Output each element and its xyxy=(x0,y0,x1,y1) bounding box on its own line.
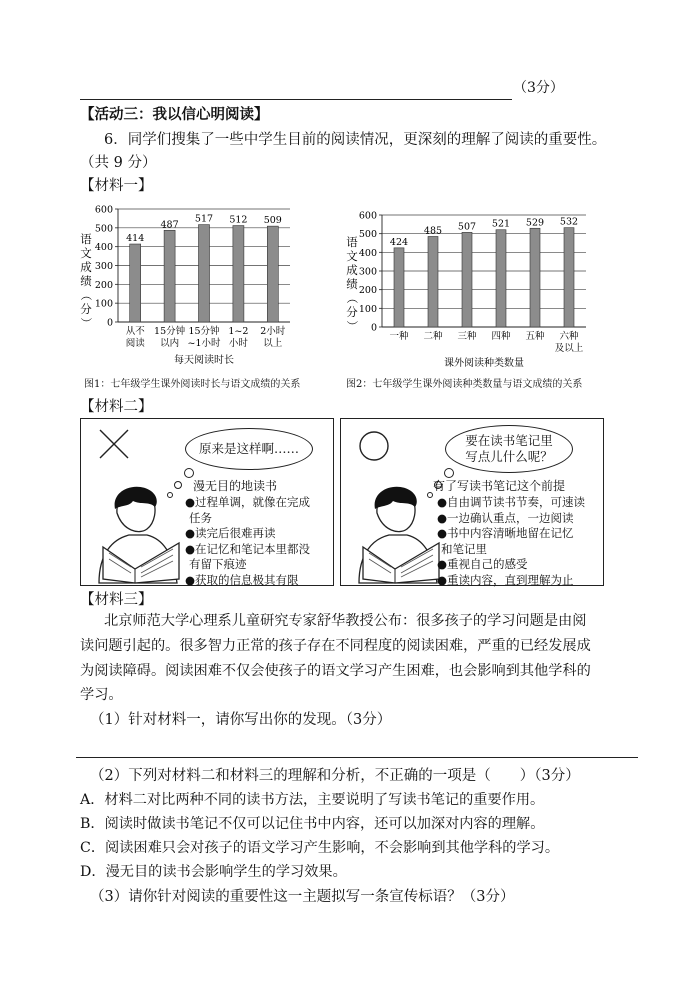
chart1-caption: 图1：七年级学生课外阅读时长与语文成绩的关系 xyxy=(84,379,301,390)
x-tick-label: 五种 xyxy=(525,331,545,342)
data-label: 424 xyxy=(389,236,409,248)
y-axis-label-char: 文 xyxy=(80,246,92,260)
bar xyxy=(496,230,506,327)
left-bullet: 有留下痕迹 xyxy=(189,557,247,571)
top-score: （3分） xyxy=(513,80,564,96)
x-tick-label: 阅读 xyxy=(125,338,145,349)
option-b[interactable]: B．阅读时做读书笔记不仅可以记住书中内容，还可以加深对内容的理解。 xyxy=(80,816,545,832)
y-axis-label-char: ） xyxy=(345,320,359,332)
left-bullet: ●过程单调，就像在完成 xyxy=(185,495,311,509)
x-tick-label: 15分钟 xyxy=(154,326,186,337)
y-axis-label-char: 绩 xyxy=(346,277,358,291)
x-tick-label: 六种 xyxy=(559,331,579,342)
data-label: 414 xyxy=(126,233,145,245)
material3-line2: 读问题引起的。很多智力正常的孩子存在不同程度的阅读困难，严重的已经发展成 xyxy=(80,638,591,654)
left-bullet: 任务 xyxy=(189,510,212,525)
reading-student-illustration-left xyxy=(85,483,187,585)
data-label: 529 xyxy=(525,217,545,229)
material3-label: 【材料三】 xyxy=(80,592,153,608)
answer-line-top xyxy=(80,99,512,100)
x-tick-label: 从不 xyxy=(125,326,145,337)
data-label: 487 xyxy=(160,219,179,231)
y-axis-label-char: 成 xyxy=(80,260,92,274)
question-line2: （共 9 分） xyxy=(80,155,157,171)
x-tick-label: 以内 xyxy=(160,338,180,349)
answer-line-1[interactable] xyxy=(76,757,638,758)
right-bullets xyxy=(437,495,585,588)
data-label: 521 xyxy=(491,218,511,230)
bar xyxy=(428,236,438,327)
circle-mark-icon xyxy=(357,429,391,463)
x-tick-label: 小时 xyxy=(228,338,248,349)
reading-student-illustration-right xyxy=(345,483,447,585)
left-bullet: ●获取的信息极其有限 xyxy=(185,572,299,587)
y-tick-label: 0 xyxy=(370,322,377,334)
x-tick-label: ~1小时 xyxy=(187,338,221,349)
sub-question-2: （2）下列对材料二和材料三的理解和分析，不正确的一项是（ ）（3分） xyxy=(90,768,580,784)
right-bullet: ●自由调节读书节奏，可速读 xyxy=(437,495,586,509)
y-axis-label-char: 文 xyxy=(346,249,358,263)
x-tick-label: 四种 xyxy=(491,331,511,342)
right-bullet: ●书中内容清晰地留在记忆 xyxy=(437,526,574,540)
chart-reading-variety xyxy=(340,200,600,375)
x-axis-label: 每天阅读时长 xyxy=(174,355,234,366)
thought-bubble-right: 要在读书笔记里 写点儿什么呢？ xyxy=(445,425,573,473)
y-tick-label: 400 xyxy=(94,242,113,254)
right-heading: 有了写读书笔记这个前提 xyxy=(433,479,566,493)
y-tick-label: 100 xyxy=(358,303,377,315)
material3-line4: 学习。 xyxy=(80,687,123,703)
bar xyxy=(233,226,244,322)
bar xyxy=(530,228,540,327)
x-tick-label: 及以上 xyxy=(554,343,584,354)
y-tick-label: 100 xyxy=(94,298,113,310)
left-bullets xyxy=(185,495,310,588)
x-tick-label: 15分钟 xyxy=(188,326,220,337)
y-tick-label: 200 xyxy=(94,279,113,291)
x-tick-label: 以上 xyxy=(263,338,283,349)
y-tick-label: 600 xyxy=(358,210,377,222)
left-bullet: ●在记忆和笔记本里都没 xyxy=(185,541,311,556)
data-label: 485 xyxy=(423,225,443,237)
y-axis-label-char: 语 xyxy=(346,235,358,249)
y-tick-label: 500 xyxy=(358,229,377,241)
y-tick-label: 500 xyxy=(94,223,113,235)
chart-reading-time xyxy=(70,195,340,375)
x-tick-label: 一种 xyxy=(389,331,409,342)
bar xyxy=(199,225,210,322)
bar xyxy=(462,232,472,327)
bar xyxy=(164,230,175,322)
y-tick-label: 600 xyxy=(94,204,113,216)
data-label: 532 xyxy=(559,216,579,228)
right-bullet: 和笔记里 xyxy=(441,541,487,556)
data-label: 507 xyxy=(457,221,477,233)
x-axis-label: 课外阅读种类数量 xyxy=(444,358,524,369)
y-axis-label-char: （ xyxy=(79,289,93,301)
option-a[interactable]: A．材料二对比两种不同的读书方法，主要说明了写读书笔记的重要作用。 xyxy=(80,792,545,808)
cross-mark-icon xyxy=(97,427,131,461)
y-tick-label: 300 xyxy=(94,261,113,272)
sub-question-3: （3）请你针对阅读的重要性这一主题拟写一条宣传标语？（3分） xyxy=(90,889,515,905)
option-d[interactable]: D．漫无目的读书会影响学生的学习效果。 xyxy=(80,864,347,880)
y-axis-label-char: 语 xyxy=(80,232,92,246)
activity-title: 【活动三：我以信心明阅读】 xyxy=(80,106,269,123)
y-axis-label-char: （ xyxy=(345,292,359,304)
y-axis-label-char: 分 xyxy=(80,302,92,316)
y-tick-label: 300 xyxy=(358,266,377,278)
left-bullet: ●读完后很难再读 xyxy=(185,526,276,540)
y-tick-label: 200 xyxy=(358,285,377,297)
x-tick-label: 2小时 xyxy=(260,326,286,337)
y-axis-label-char: 分 xyxy=(346,305,358,319)
sub-question-1: （1）针对材料一，请你写出你的发现。（3分） xyxy=(90,712,392,728)
material3-line3: 为阅读障碍。阅读困难不仅会使孩子的语文学习产生困难，也会影响到其他学科的 xyxy=(80,663,591,679)
left-heading: 漫无目的地读书 xyxy=(193,479,278,493)
x-tick-label: 三种 xyxy=(457,331,477,342)
bar xyxy=(394,248,404,327)
material3-line1: 北京师范大学心理系儿童研究专家舒华教授公布：很多孩子的学习问题是由阅 xyxy=(104,613,587,629)
comic-panel-right xyxy=(340,418,604,586)
data-label: 509 xyxy=(263,215,282,227)
data-label: 512 xyxy=(229,214,248,226)
right-bullet: ●一边确认重点，一边阅读 xyxy=(437,510,574,525)
y-axis-label-char: 绩 xyxy=(80,274,92,288)
y-tick-label: 400 xyxy=(358,247,377,259)
right-bullet: ●重读内容，直到理解为止 xyxy=(437,572,574,587)
option-c[interactable]: C．阅读困难只会对孩子的语文学习产生影响，不会影响到其他学科的学习。 xyxy=(80,840,560,856)
x-tick-label: 1~2 xyxy=(228,326,249,337)
x-tick-label: 二种 xyxy=(423,331,443,342)
material2-label: 【材料二】 xyxy=(80,399,153,415)
bar xyxy=(267,226,278,322)
y-tick-label: 0 xyxy=(106,317,113,329)
bar xyxy=(564,228,574,327)
chart2-caption: 图2：七年级学生课外阅读种类数量与语文成绩的关系 xyxy=(346,379,583,390)
question-line1: 6．同学们搜集了一些中学生目前的阅读情况，更深刻的理解了阅读的重要性。 xyxy=(104,132,607,148)
y-axis-label-char: 成 xyxy=(346,263,358,277)
thought-bubble-left: 原来是这样啊…… xyxy=(185,428,313,470)
y-axis-label-char: ） xyxy=(79,317,93,329)
material1-label: 【材料一】 xyxy=(80,178,153,194)
right-bullet: ●重视自己的感受 xyxy=(437,557,528,571)
bar xyxy=(130,244,141,322)
comic-panel-left xyxy=(80,418,334,586)
data-label: 517 xyxy=(194,213,214,225)
